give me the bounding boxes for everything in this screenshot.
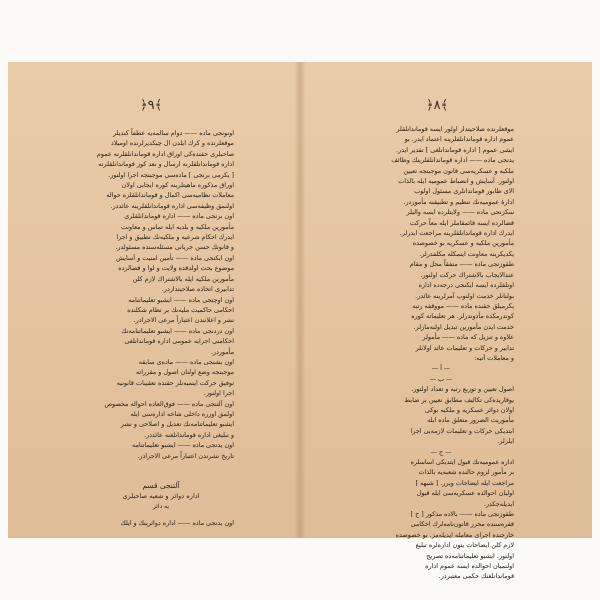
right-text-line: مراجعت ایله ایضاحات ویرر. [ شبهه ] <box>415 478 514 487</box>
left-text-line: نشر و اعلانندن اعتباراً مرعی الاجرادر. <box>133 316 234 325</box>
right-text-line: اصول تعیین و توزیع رتبه و تعداد اولنور. <box>411 385 514 394</box>
left-text-line: اجرا اولنور. <box>203 389 234 398</box>
right-text-line: موقعلرنده صلاحیتدار اولور ایسه قوماندانلقلر <box>396 125 514 133</box>
right-text-line: ادارهٔ عمومیه‌نك تنظیم و تطبیقنه مأموردر. <box>403 197 514 206</box>
right-text-line: یكرمیلق حقنده ماده —— مووقفه رتبه <box>412 301 514 310</box>
section-first-line: اون یدنجی ماده —— اداره دوائرینك و ایلك <box>120 519 234 528</box>
right-text-line: فقره‌سنده محرر قانون‌نامه‌لرك احكامی <box>410 520 514 529</box>
right-text-line: خارجنده اجرای معامله ایدیله‌مز. بو خصوصده <box>395 530 514 539</box>
left-text-line: موضوع بحث اولدقده ولایت و لوا و قضالرده <box>118 264 234 273</box>
left-text-line: مأمورین ملكیه ایله بالاشتراك لازم كلن <box>132 274 234 283</box>
right-text-line: طقوزنجی ماده —— متفقاً محل و مقام <box>409 260 514 269</box>
left-text-line: مأمورین ملكیه و بلدیه ایله تماس و معاونت <box>120 222 234 231</box>
left-text-line: اون برنجی ماده —— اداره قوماندانلقلری <box>124 212 234 221</box>
left-text-line: معاملات نظامیه‌سی اكمال و قوماندانلقلره حواله <box>106 191 234 200</box>
open-book <box>8 62 592 581</box>
page-number-left: ﴿٩﴾ <box>140 98 163 113</box>
right-text-line: ملكیه و عسكریه‌سی قانون موجبنجه تعیین <box>403 166 514 175</box>
right-text-line: قوماندانلغنك حكمی معتبردر. <box>438 572 514 581</box>
right-text-line: یوقاریده‌كی تكالیف مطابق تعیین بر ضابط <box>404 395 514 404</box>
left-text-line: احكامنی اجرایه عمومی اداره قوماندانلغی <box>124 337 234 346</box>
left-text-line: اون یدنجی ماده —— ایشبو تعلیماتنامه <box>132 441 234 450</box>
left-text-line: اداره قوماندانلقلرنه ارسال و بعد كوز قوماندانلقلرنه <box>98 160 234 169</box>
right-text-line: بر مأمور لزوم حالنده شعبه‌یه بالذات <box>418 468 514 477</box>
left-text-line: اون آلتنجی ماده —— فوق‌العاده احواله مخصوص <box>104 399 234 408</box>
right-text-line: قضالرده ایسه قائمقاملر ایله معاً حركت <box>409 218 514 227</box>
left-page-text <box>88 128 234 529</box>
left-text-line: تدابیری اتخاذه صلاحیتداردر. <box>161 285 234 294</box>
book-gutter <box>294 62 306 538</box>
left-text-line: و قانونك حسن جریانی مسئله‌سنده مسئولدر. <box>115 243 234 252</box>
left-text-line: اون بشنجی ماده —— ماده‌ی سابقه <box>138 357 234 366</box>
right-text-line: مأمورین ملكیه و عسكریه بو خصوصده <box>412 239 514 248</box>
right-text-line: تدابیر و حركات و تعلیمات عائد اولانلر <box>415 343 514 352</box>
right-text-line: مأموریت الضرور متعلق ماده ایله <box>427 416 514 425</box>
right-text-line: عموم اداره قوماندانلقلرینه اعتماد ایدر. بو <box>404 135 514 144</box>
right-text-line: یدنجی ماده —— اداره قوماندانلقلرینك وظائف <box>391 156 514 165</box>
left-text-line: تاریخ نشرندن اعتباراً مرعی الاجرادر. <box>137 451 234 460</box>
left-text-line: صاحبلری حقنده‌كی اوراق اداره قوماندانلقلرنه عموم <box>96 149 234 158</box>
left-text-line: اولمق اوزره داخلی شاخه اداره‌سی ایله <box>130 409 234 418</box>
right-page <box>300 62 592 581</box>
left-text-line: اونونجی ماده —— دوام سالمه‌یه عطفاً كندیلر <box>113 129 234 137</box>
right-text-line: و معاملات آتیه: <box>474 353 514 362</box>
left-text-line: اون دردنجی ماده —— ایشبو تعلیماتنامه‌نك <box>121 326 234 335</box>
left-page <box>8 62 300 538</box>
section-note: یه دائر <box>152 502 170 510</box>
left-text-line: ایشبو تعلیماتنامه‌نك تعدیل و اصلاحی و نشر <box>120 420 234 429</box>
left-text-line: [ یکرمی برنجی ] ماده‌سی موجبنجه اجرا اولنور. <box>108 170 234 179</box>
left-text-line: توفیق حركت ایتمیه‌نلر حقنده تعقیبات قانونیه <box>116 378 234 387</box>
left-text-line: احكامی حاكمیت ملیه‌نك بر نظام شكلنده <box>127 305 234 314</box>
right-text-line: ایشی عموم [ اداره قوماندانلغی ] تقدیر ایدر. <box>395 145 514 154</box>
right-text-line: ایدیله‌جكدر. <box>483 499 514 508</box>
right-text-line: لازم كلن ایضاحات بتون اداره‌لره تبلیغ <box>415 541 514 550</box>
right-text-line: اولنور. آسایش و انضباط عمومیه ایله بالذات <box>398 177 514 186</box>
section-heading: آلتنجی قسم <box>142 481 180 490</box>
right-text-line: الای طابور قوماندانلری مسئول اولوب <box>414 187 514 196</box>
right-text-line: ایدرك اداره قوماندانلقلرینه مراجعت ایدرلر. <box>399 229 514 238</box>
right-text-line: عندالایجاب بالاشتراك حركت اولنور. <box>420 270 514 279</box>
right-text-line: اولیان احوالده عسكریه‌سی ایله قبول <box>416 489 514 498</box>
right-text-line: اداره عمومیه‌نك قبول ایتدیكی اساسلره <box>410 458 514 466</box>
right-text-line: اولان دوائر عسكریه و ملكیه بوكی <box>424 405 514 414</box>
section-spacer <box>88 461 234 471</box>
left-text-line: موقعلرنده و كرك ایلدن ال چیكدیرلرنده اومیلاد <box>110 139 234 148</box>
right-text-line: خدمت ایدن مأمورین تبدیل اولنه‌مازلر. <box>413 322 514 331</box>
right-text-line: اونلقلرده ایسه ایكنجی درجه‌ده اداره <box>418 281 514 290</box>
right-text-line: — ب — <box>429 374 453 383</box>
page-number-right: ﴿٨﴾ <box>426 98 449 113</box>
right-page-text <box>368 124 514 582</box>
section-subtitle: اداره دوائر و شعبه صاحبلری <box>122 492 200 501</box>
right-text-line: كوندرمكده مأذوندرلر. هر تعلیماته كوره <box>411 312 514 321</box>
right-text-line: سكزنجی ماده —— ولایتلرده ایسه والیلر <box>406 208 514 217</box>
left-text-line: اون ایكنجی ماده —— تأمین امنیت و آسایش <box>116 253 234 262</box>
left-text-line: موجبنجه وضع اولنان اصول و مقرراته <box>135 368 234 377</box>
left-text-line: و تبلیغی اداره قوماندانلغنه عائددر. <box>143 430 234 439</box>
right-text-line: بولنانلر خدمت اولنوب آمرلرینه عائدر. <box>415 291 514 300</box>
right-text-line: اولنمیان احوالده ایسه عموم اداره <box>425 562 514 571</box>
right-text-line: — ج — <box>430 447 452 456</box>
right-text-line: اولنور. ایشبو تعلیماتنامه‌ده تصریح <box>426 551 514 560</box>
right-text-line: یكدیكرینه معاونت ایتمكله مكلفدرلر. <box>419 249 514 258</box>
right-text-line: — آ — <box>431 364 451 373</box>
right-text-line: علاوه و تنزیل كه ماده —— مأمولر <box>422 333 514 342</box>
right-text-line: ایتدیكی حركات و تعلیمات لازمه‌یی اجرا <box>410 426 514 435</box>
left-text-line: اوراق مذكوره ماهیتلرینه كوره ایجابی اولان <box>121 181 234 190</box>
left-text-line: اون اوچنجی ماده —— ایشبو تعلیماتنامه <box>128 295 234 304</box>
left-text-line: ایدرك احكام شرعیه و ملكیه‌نك تطبیق و اجرا <box>116 233 234 242</box>
left-text-line: مأموردر. <box>210 347 234 356</box>
left-text-line: اولنمق وظیفه‌سی اداره قوماندانلقلرینه عائددر. <box>110 201 234 210</box>
right-text-line: طقوزنجی ماده —— بالاده مذكور [ ح ] <box>410 510 514 519</box>
right-text-line: ایلرلر. <box>497 437 514 446</box>
